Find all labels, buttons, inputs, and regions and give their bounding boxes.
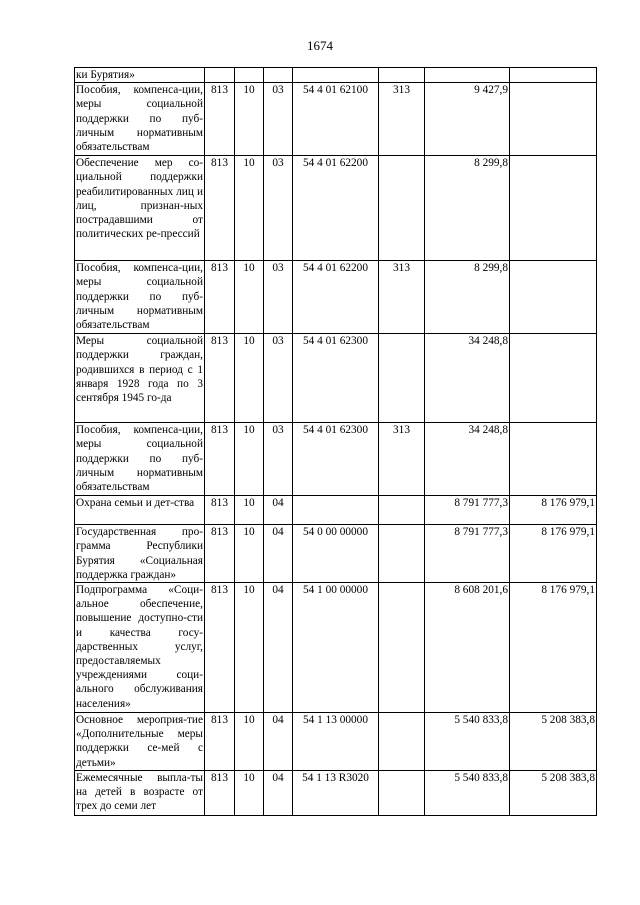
table-row: [75, 68, 597, 83]
section-code: [235, 68, 264, 83]
subsection-code: 03: [264, 83, 293, 156]
amount-year-2: 8 176 979,1: [510, 496, 597, 525]
amount-year-2: [510, 423, 597, 496]
amount-year-1: 5 540 833,8: [425, 713, 510, 771]
expense-type-code: 313: [379, 261, 425, 334]
table-row: [75, 771, 597, 816]
section-code: 10: [235, 583, 264, 713]
ministry-code: 813: [205, 423, 235, 496]
ministry-code: 813: [205, 525, 235, 583]
subsection-code: 03: [264, 334, 293, 423]
target-article-code: 54 1 13 00000: [293, 713, 379, 771]
amount-year-2: 5 208 383,8: [510, 771, 597, 816]
target-article-code: [293, 68, 379, 83]
table-row: [75, 83, 597, 156]
target-article-code: 54 4 01 62200: [293, 156, 379, 261]
amount-year-1: 8 299,8: [425, 156, 510, 261]
section-code: 10: [235, 496, 264, 525]
table-row: [75, 496, 597, 525]
amount-year-2: [510, 156, 597, 261]
target-article-code: 54 4 01 62300: [293, 423, 379, 496]
subsection-code: 03: [264, 423, 293, 496]
subsection-code: 04: [264, 771, 293, 816]
ministry-code: 813: [205, 83, 235, 156]
item-name: Подпрограмма «Соци-альное обеспечение, повышение доступно-сти и качества госу-дарственных услуг, предоставляемых учреждениями соци-ального обслуживания населения»: [75, 583, 205, 713]
section-code: 10: [235, 83, 264, 156]
amount-year-1: 8 608 201,6: [425, 583, 510, 713]
amount-year-1: [425, 68, 510, 83]
amount-year-2: 8 176 979,1: [510, 583, 597, 713]
page-number: 1674: [307, 38, 333, 53]
section-code: 10: [235, 156, 264, 261]
amount-year-2: [510, 261, 597, 334]
ministry-code: [205, 68, 235, 83]
table-row: [75, 713, 597, 771]
expense-type-code: 313: [379, 83, 425, 156]
amount-year-1: 34 248,8: [425, 334, 510, 423]
section-code: 10: [235, 334, 264, 423]
target-article-code: 54 4 01 62300: [293, 334, 379, 423]
item-name: Государственная про-грамма Республики Бурятия «Социальная поддержка граждан»: [76, 526, 203, 581]
table-row: [75, 583, 597, 713]
expense-type-code: [379, 583, 425, 713]
table-row: [75, 525, 597, 583]
table-row: [75, 156, 597, 261]
expense-type-code: [379, 68, 425, 83]
item-name: Пособия, компенса-ции, меры социальной поддержки по пуб-личным нормативным обязательствам: [75, 83, 205, 156]
subsection-code: 04: [264, 583, 293, 713]
item-name: Основное мероприя-тие «Дополнительные меры поддержки се-мей с детьми»: [76, 714, 203, 769]
amount-year-1: 5 540 833,8: [425, 771, 510, 816]
target-article-code: 54 0 00 00000: [293, 525, 379, 583]
ministry-code: 813: [205, 261, 235, 334]
section-code: 10: [235, 423, 264, 496]
target-article-code: 54 4 01 62100: [293, 83, 379, 156]
expense-type-code: [379, 713, 425, 771]
target-article-code: 54 4 01 62200: [293, 261, 379, 334]
amount-year-1: 34 248,8: [425, 423, 510, 496]
budget-table: [74, 67, 597, 816]
ministry-code: 813: [205, 713, 235, 771]
item-name: Ежемесячные выпла-ты на детей в возрасте от трех до семи лет: [75, 771, 205, 816]
expense-type-code: [379, 525, 425, 583]
subsection-code: 04: [264, 525, 293, 583]
subsection-code: 04: [264, 496, 293, 525]
target-article-code: 54 1 13 R3020: [293, 771, 379, 816]
amount-year-1: 8 791 777,3: [425, 496, 510, 525]
amount-year-2: [510, 68, 597, 83]
item-name: Пособия, компенса-ции, меры социальной поддержки по пуб-личным нормативным обязательствам: [75, 423, 205, 496]
target-article-code: [293, 496, 379, 525]
target-article-code: 54 1 00 00000: [293, 583, 379, 713]
section-code: 10: [235, 261, 264, 334]
ministry-code: 813: [205, 334, 235, 423]
subsection-code: 04: [264, 713, 293, 771]
subsection-code: 03: [264, 261, 293, 334]
item-name: ки Бурятия»: [75, 68, 205, 83]
section-code: 10: [235, 713, 264, 771]
amount-year-1: 8 791 777,3: [425, 525, 510, 583]
ministry-code: 813: [205, 496, 235, 525]
ministry-code: 813: [205, 156, 235, 261]
table-row: [75, 261, 597, 334]
ministry-code: 813: [205, 771, 235, 816]
section-code: 10: [235, 771, 264, 816]
amount-year-2: [510, 334, 597, 423]
ministry-code: 813: [205, 583, 235, 713]
table-row: [75, 334, 597, 423]
expense-type-code: 313: [379, 423, 425, 496]
expense-type-code: [379, 771, 425, 816]
expense-type-code: [379, 496, 425, 525]
amount-year-2: 8 176 979,1: [510, 525, 597, 583]
subsection-code: [264, 68, 293, 83]
section-code: 10: [235, 525, 264, 583]
expense-type-code: [379, 156, 425, 261]
expense-type-code: [379, 334, 425, 423]
table-row: [75, 423, 597, 496]
item-name: Охрана семьи и дет-ства: [75, 496, 205, 525]
item-name: Обеспечение мер со-циальной поддержки реабилитированных лиц и лиц, признан-ных пострадавшими от политических ре-прессий: [75, 156, 205, 261]
amount-year-1: 9 427,9: [425, 83, 510, 156]
amount-year-2: 5 208 383,8: [510, 713, 597, 771]
item-name: Пособия, компенса-ции, меры социальной поддержки по пуб-личным нормативным обязательствам: [75, 261, 205, 334]
item-name: Меры социальной поддержки граждан, родившихся в период с 1 января 1928 года по 3 сентября 1945 го-да: [75, 334, 205, 423]
amount-year-2: [510, 83, 597, 156]
subsection-code: 03: [264, 156, 293, 261]
amount-year-1: 8 299,8: [425, 261, 510, 334]
